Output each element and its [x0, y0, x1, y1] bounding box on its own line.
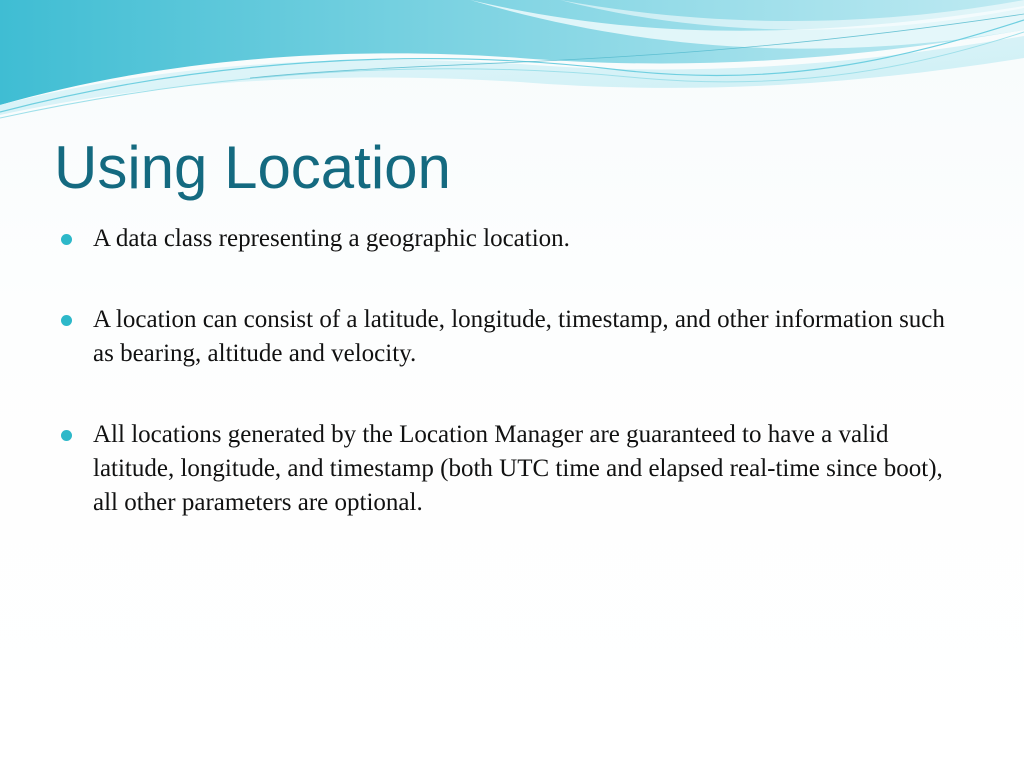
- bullet-item: [60, 222, 960, 256]
- bullet-text: A data class representing a geographic location.: [93, 225, 570, 252]
- bullet-dot-icon: [61, 315, 72, 326]
- wave-header-decoration: [0, 0, 1024, 130]
- bullet-dot-icon: [61, 430, 72, 441]
- bullet-item: [60, 303, 960, 371]
- slide-title: Using Location: [54, 134, 451, 201]
- bullet-item: [60, 418, 960, 520]
- bullet-text: All locations generated by the Location Manager are guaranteed to have a valid latitude, longitude, and timestamp (both UTC time and elapsed real-time since boot), all other parameters are optional.: [93, 421, 943, 516]
- bullet-dot-icon: [61, 234, 72, 245]
- bullet-list: [60, 222, 960, 567]
- bullet-text: A location can consist of a latitude, longitude, timestamp, and other information such as bearing, altitude and velocity.: [93, 306, 945, 367]
